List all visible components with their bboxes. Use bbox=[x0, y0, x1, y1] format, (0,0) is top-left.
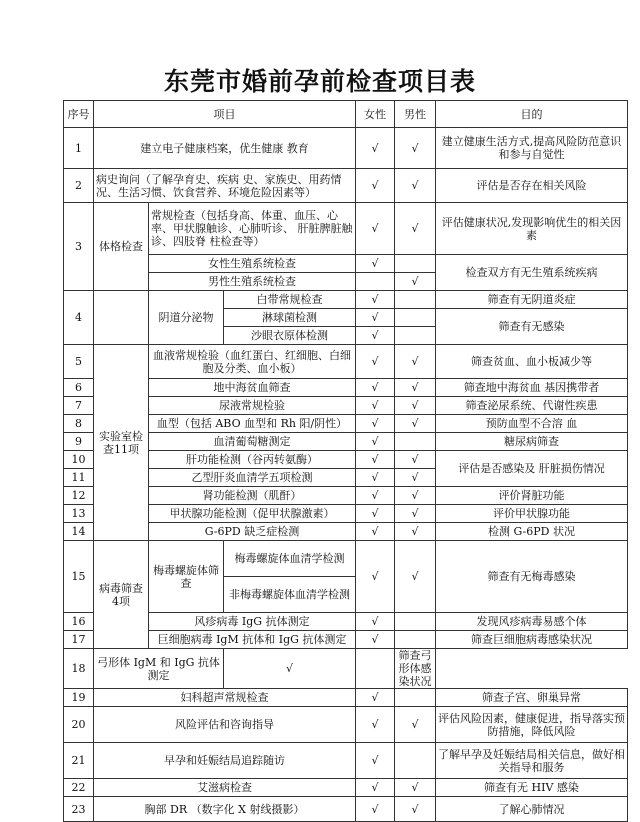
sub-item: 白带常规检查 bbox=[224, 291, 356, 309]
table-row bbox=[64, 291, 628, 309]
empty-cell bbox=[356, 273, 395, 291]
row-purpose: 筛查弓形体感染状况 bbox=[395, 649, 436, 689]
female-check: √ bbox=[356, 631, 395, 649]
row-item: 弓形体 IgM 和 IgG 抗体测定 bbox=[94, 649, 224, 689]
group-label: 梅毒螺旋体筛查 bbox=[149, 541, 224, 613]
empty-cell bbox=[395, 689, 436, 707]
table-row bbox=[64, 203, 628, 255]
female-check: √ bbox=[356, 128, 395, 169]
row-no: 1 bbox=[64, 128, 94, 169]
row-no: 23 bbox=[64, 797, 94, 822]
table-row bbox=[64, 487, 628, 505]
row-purpose: 评估风险因素，健康促进，指导落实预防措施，降低风险 bbox=[436, 707, 628, 743]
male-check: √ bbox=[395, 169, 436, 203]
empty-cell bbox=[395, 309, 436, 327]
female-check: √ bbox=[356, 541, 395, 613]
female-check: √ bbox=[356, 469, 395, 487]
row-item: 巨细胞病毒 IgM 抗体和 IgG 抗体测定 bbox=[149, 631, 356, 649]
row-item: 艾滋病检查 bbox=[94, 779, 356, 797]
female-check: √ bbox=[356, 743, 395, 779]
row-item: 甲状腺功能检测（促甲状腺激素） bbox=[149, 505, 356, 523]
row-purpose: 评估健康状况,发现影响优生的相关因素 bbox=[436, 203, 628, 255]
row-item: 病史询问（了解孕育史、疾病 史、家族史、用药情况、生活习惯、饮食营养、环境危险因素等） bbox=[94, 169, 356, 203]
male-check: √ bbox=[395, 523, 436, 541]
male-check: √ bbox=[395, 415, 436, 433]
row-purpose: 筛查泌尿系统、代谢性疾患 bbox=[436, 397, 628, 415]
row-purpose: 糖尿病筛查 bbox=[436, 433, 628, 451]
sub-item: 女性生殖系统检查 bbox=[149, 255, 356, 273]
row-purpose: 筛查有无梅毒感染 bbox=[436, 541, 628, 613]
table-row bbox=[64, 505, 628, 523]
row-no: 10 bbox=[64, 451, 94, 469]
row-no: 6 bbox=[64, 379, 94, 397]
row-purpose: 检查双方有无生殖系统疾病 bbox=[436, 255, 628, 291]
female-check: √ bbox=[224, 649, 356, 689]
table-row bbox=[64, 451, 628, 469]
female-check: √ bbox=[356, 487, 395, 505]
row-item: 风险评估和咨询指导 bbox=[94, 707, 356, 743]
group-label: 病毒筛查4项 bbox=[94, 541, 149, 649]
row-item: G-6PD 缺乏症检测 bbox=[149, 523, 356, 541]
female-check: √ bbox=[356, 707, 395, 743]
row-purpose: 筛查巨细胞病毒感染状况 bbox=[436, 631, 628, 649]
row-item: 血清葡萄糖测定 bbox=[149, 433, 356, 451]
row-purpose: 评估是否感染及 肝脏损伤情况 bbox=[436, 451, 628, 487]
row-item: 风疹病毒 IgG 抗体测定 bbox=[149, 613, 356, 631]
row-purpose: 筛查有无感染 bbox=[436, 309, 628, 345]
group-label: 体格检查 bbox=[94, 203, 149, 291]
row-item: 地中海贫血筛查 bbox=[149, 379, 356, 397]
row-item: 乙型肝炎血清学五项检测 bbox=[149, 469, 356, 487]
row-item: 尿液常规检验 bbox=[149, 397, 356, 415]
row-no: 17 bbox=[64, 631, 94, 649]
female-check: √ bbox=[356, 397, 395, 415]
empty-cell bbox=[94, 291, 149, 345]
row-no: 19 bbox=[64, 689, 94, 707]
sub-item: 男性生殖系统检查 bbox=[149, 273, 356, 291]
row-no: 9 bbox=[64, 433, 94, 451]
header-male: 男性 bbox=[395, 101, 436, 128]
sub-item: 沙眼衣原体检测 bbox=[224, 327, 356, 345]
male-check: √ bbox=[395, 505, 436, 523]
row-item: 常规检查（包括身高、体重、血压、心率、甲状腺触诊、心肺听诊、 肝脏脾脏触诊、四肢脊 柱检查等） bbox=[149, 203, 356, 255]
row-purpose: 发现风疹病毒易感个体 bbox=[436, 613, 628, 631]
female-check: √ bbox=[356, 345, 395, 379]
female-check: √ bbox=[356, 255, 395, 273]
empty-cell bbox=[395, 613, 436, 631]
table-row bbox=[64, 613, 628, 631]
row-purpose: 检测 G-6PD 状况 bbox=[436, 523, 628, 541]
row-purpose: 了解心肺情况 bbox=[436, 797, 628, 822]
row-no: 22 bbox=[64, 779, 94, 797]
male-check: √ bbox=[395, 797, 436, 822]
male-check: √ bbox=[395, 203, 436, 255]
table-row bbox=[64, 649, 628, 689]
female-check: √ bbox=[356, 291, 395, 309]
header-no: 序号 bbox=[64, 101, 94, 128]
female-check: √ bbox=[356, 203, 395, 255]
row-no: 3 bbox=[64, 203, 94, 291]
male-check: √ bbox=[395, 345, 436, 379]
female-check: √ bbox=[356, 505, 395, 523]
table-row bbox=[64, 541, 628, 577]
row-purpose: 评价甲状腺功能 bbox=[436, 505, 628, 523]
table-row bbox=[64, 523, 628, 541]
table-row bbox=[64, 255, 628, 273]
empty-cell bbox=[395, 743, 436, 779]
header-purpose: 目的 bbox=[436, 101, 628, 128]
male-check: √ bbox=[395, 451, 436, 469]
row-no: 16 bbox=[64, 613, 94, 631]
header-item: 项目 bbox=[94, 101, 356, 128]
row-no: 15 bbox=[64, 541, 94, 613]
row-no: 21 bbox=[64, 743, 94, 779]
female-check: √ bbox=[356, 797, 395, 822]
row-item: 胸部 DR （数字化 X 射线摄影） bbox=[94, 797, 356, 822]
female-check: √ bbox=[356, 451, 395, 469]
empty-cell bbox=[395, 631, 436, 649]
header-row bbox=[64, 101, 628, 128]
female-check: √ bbox=[356, 613, 395, 631]
table-row bbox=[64, 797, 628, 822]
row-purpose: 建立健康生活方式,提高风险防范意识和参与自觉性 bbox=[436, 128, 628, 169]
table-row bbox=[64, 743, 628, 779]
female-check: √ bbox=[356, 779, 395, 797]
sub-item: 非梅毒螺旋体血清学检测 bbox=[224, 577, 356, 613]
female-check: √ bbox=[356, 379, 395, 397]
female-check: √ bbox=[356, 689, 395, 707]
row-no: 20 bbox=[64, 707, 94, 743]
male-check: √ bbox=[395, 541, 436, 613]
empty-cell bbox=[395, 255, 436, 273]
page-title: 东莞市婚前孕前检查项目表 bbox=[163, 67, 476, 96]
row-no: 14 bbox=[64, 523, 94, 541]
row-no: 12 bbox=[64, 487, 94, 505]
group-label: 实验室检查11项 bbox=[94, 345, 149, 541]
male-check: √ bbox=[395, 469, 436, 487]
row-no: 8 bbox=[64, 415, 94, 433]
sub-item: 淋球菌检测 bbox=[224, 309, 356, 327]
table-row bbox=[64, 631, 628, 649]
table-row bbox=[64, 345, 628, 379]
row-no: 2 bbox=[64, 169, 94, 203]
row-purpose: 筛查地中海贫血 基因携带者 bbox=[436, 379, 628, 397]
female-check: √ bbox=[356, 169, 395, 203]
male-check: √ bbox=[395, 487, 436, 505]
row-no: 5 bbox=[64, 345, 94, 379]
table-row bbox=[64, 415, 628, 433]
table-row bbox=[64, 689, 628, 707]
row-item: 妇科超声常规检查 bbox=[94, 689, 356, 707]
table-row bbox=[64, 169, 628, 203]
row-purpose: 筛查子宫、卵巢异常 bbox=[436, 689, 628, 707]
female-check: √ bbox=[356, 327, 395, 345]
sub-item: 梅毒螺旋体血清学检测 bbox=[224, 541, 356, 577]
row-item: 肝功能检测（谷丙转氨酶） bbox=[149, 451, 356, 469]
row-item: 血液常规检验（血红蛋白、红细胞、白细胞及分类、血小板） bbox=[149, 345, 356, 379]
row-purpose: 筛查贫血、血小板减少等 bbox=[436, 345, 628, 379]
empty-cell bbox=[356, 649, 395, 689]
row-no: 18 bbox=[64, 649, 94, 689]
empty-cell bbox=[395, 433, 436, 451]
table-row bbox=[64, 707, 628, 743]
table-row bbox=[64, 433, 628, 451]
row-no: 11 bbox=[64, 469, 94, 487]
table-row bbox=[64, 779, 628, 797]
header-female: 女性 bbox=[356, 101, 395, 128]
row-item: 建立电子健康档案，优生健康 教育 bbox=[94, 128, 356, 169]
exam-table bbox=[63, 100, 628, 822]
male-check: √ bbox=[395, 379, 436, 397]
row-no: 4 bbox=[64, 291, 94, 345]
row-no: 13 bbox=[64, 505, 94, 523]
female-check: √ bbox=[356, 309, 395, 327]
male-check: √ bbox=[395, 128, 436, 169]
group-label: 阴道分泌物 bbox=[149, 291, 224, 345]
empty-cell bbox=[395, 291, 436, 309]
row-purpose: 了解早孕及妊娠结局相关信息，做好相关指导和服务 bbox=[436, 743, 628, 779]
row-item: 血型（包括 ABO 血型和 Rh 阳/阴性） bbox=[149, 415, 356, 433]
table-row bbox=[64, 397, 628, 415]
male-check: √ bbox=[395, 397, 436, 415]
row-purpose: 评价肾脏功能 bbox=[436, 487, 628, 505]
male-check: √ bbox=[395, 273, 436, 291]
female-check: √ bbox=[356, 433, 395, 451]
male-check: √ bbox=[395, 707, 436, 743]
male-check: √ bbox=[395, 779, 436, 797]
female-check: √ bbox=[356, 523, 395, 541]
row-purpose: 预防血型不合溶 血 bbox=[436, 415, 628, 433]
row-purpose: 筛查有无阴道炎症 bbox=[436, 291, 628, 309]
table-row bbox=[64, 379, 628, 397]
table-row bbox=[64, 128, 628, 169]
empty-cell bbox=[395, 327, 436, 345]
row-purpose: 评估是否存在相关风险 bbox=[436, 169, 628, 203]
female-check: √ bbox=[356, 415, 395, 433]
row-item: 肾功能检测（肌酐） bbox=[149, 487, 356, 505]
row-item: 早孕和妊娠结局追踪随访 bbox=[94, 743, 356, 779]
row-no: 7 bbox=[64, 397, 94, 415]
row-purpose: 筛查有无 HIV 感染 bbox=[436, 779, 628, 797]
